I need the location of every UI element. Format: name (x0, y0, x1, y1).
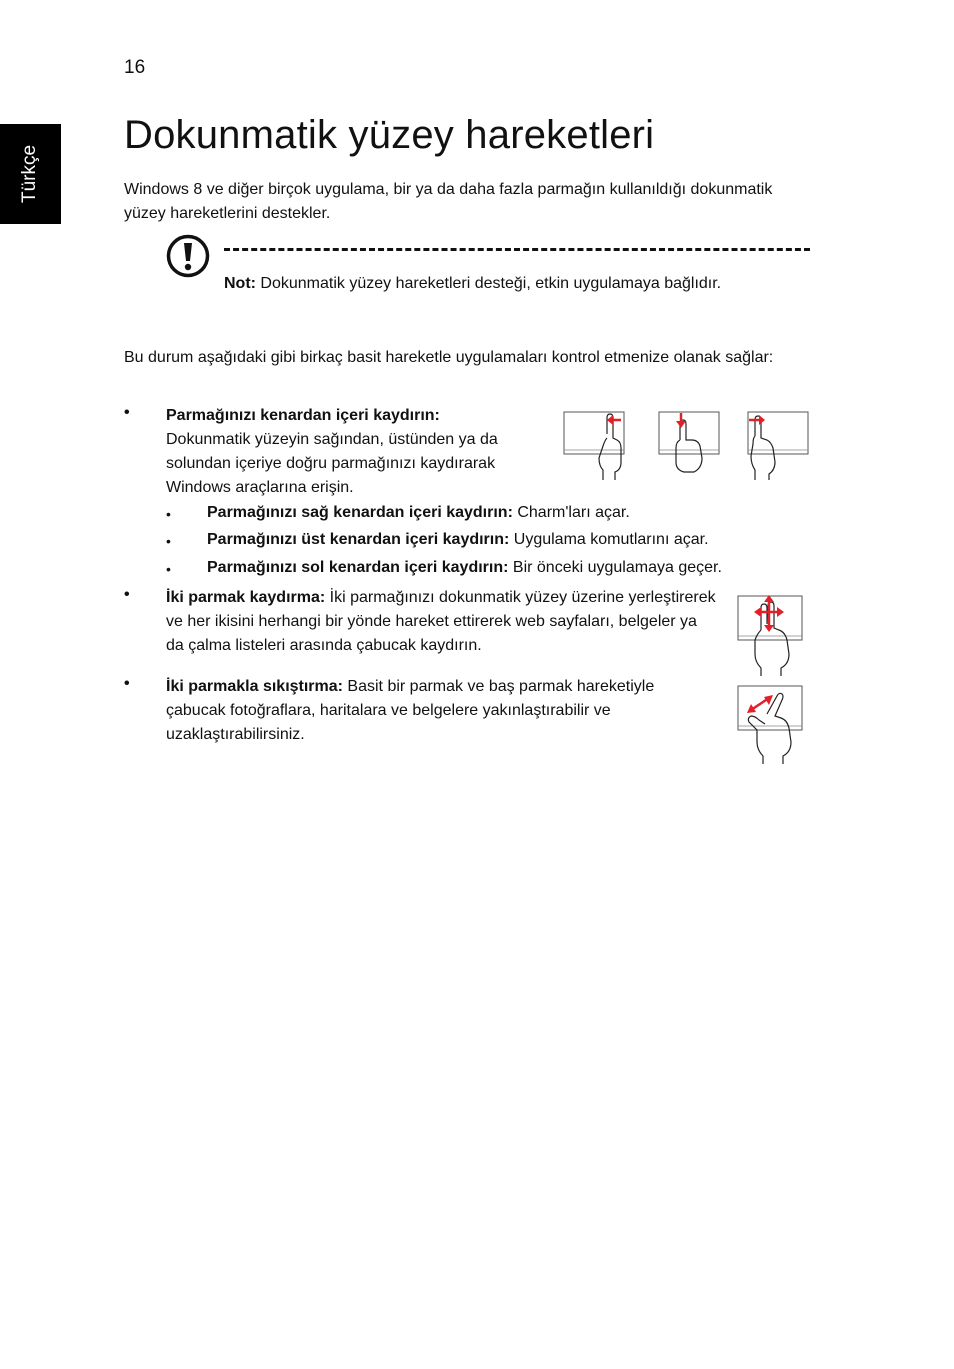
item-title: İki parmakla sıkıştırma: (166, 678, 343, 695)
sub-item-right-edge (207, 501, 827, 525)
sub-item-title: Parmağınızı üst kenardan içeri kaydırın: (207, 531, 510, 548)
language-tab (0, 124, 61, 224)
note-label: Not: (224, 275, 256, 292)
bullet: • (124, 675, 130, 692)
list-item-two-finger-scroll (166, 586, 718, 658)
exclamation-icon (165, 233, 211, 284)
swipe-top-edge-illustration (658, 410, 722, 487)
note-body: Dokunmatik yüzey hareketleri desteği, etkin uygulamaya bağlıdır. (255, 275, 722, 292)
sub-bullet: • (166, 533, 171, 549)
page-number: 16 (124, 57, 146, 78)
swipe-left-edge-illustration (747, 410, 811, 487)
item-text: Dokunmatik yüzeyin sağından, üstünden ya da solundan içeriye doğru parmağınızı kaydırarak Windows araçlarına erişin. (166, 431, 498, 496)
swipe-right-edge-illustration (563, 410, 627, 487)
page-title: Dokunmatik yüzey hareketleri (124, 113, 655, 157)
list-item-pinch (166, 675, 656, 747)
sub-item-text: Uygulama komutlarını açar. (509, 531, 709, 548)
sub-item-text: Charm'ları açar. (512, 504, 630, 521)
intro-paragraph: Windows 8 ve diğer birçok uygulama, bir ya da daha fazla parmağın kullanıldığı dokunmatik yüzey hareketlerini destekler. (124, 181, 773, 222)
sub-item-title: Parmağınızı sol kenardan içeri kaydırın: (207, 559, 509, 576)
sub-item-top-edge (207, 528, 827, 552)
sub-bullet: • (166, 561, 171, 577)
sub-item-title: Parmağınızı sağ kenardan içeri kaydırın: (207, 504, 513, 521)
gestures-intro: Bu durum aşağıdaki gibi birkaç basit hareketle uygulamaları kontrol etmenize olanak sağlar: (124, 349, 774, 366)
sub-item-text: Bir önceki uygulamaya geçer. (508, 559, 722, 576)
item-title: İki parmak kaydırma: (166, 589, 326, 606)
two-finger-scroll-illustration (737, 594, 805, 683)
item-text: İki parmağınızı dokunmatik yüzey üzerine yerleştirerek ve her ikisini herhangi bir yönde hareket ettirerek web sayfaları, belgeler ya da çalma listeleri arasında çabucak kaydırın. (166, 589, 716, 654)
bullet: • (124, 404, 130, 421)
sub-item-left-edge (207, 556, 827, 580)
language-tab-label: Türkçe (19, 144, 40, 204)
item-title: Parmağınızı kenardan içeri kaydırın: (166, 407, 440, 424)
bullet: • (124, 586, 130, 603)
pinch-zoom-illustration (737, 684, 805, 773)
sub-bullet: • (166, 506, 171, 522)
list-item-edge-swipe (166, 404, 546, 500)
note-divider (224, 248, 810, 251)
note-text (224, 272, 784, 296)
item-text: Basit bir parmak ve baş parmak hareketiyle çabucak fotoğraflara, haritalara ve belgelere yakınlaştırabilir ve uzaklaştırabilirsiniz. (166, 678, 655, 743)
